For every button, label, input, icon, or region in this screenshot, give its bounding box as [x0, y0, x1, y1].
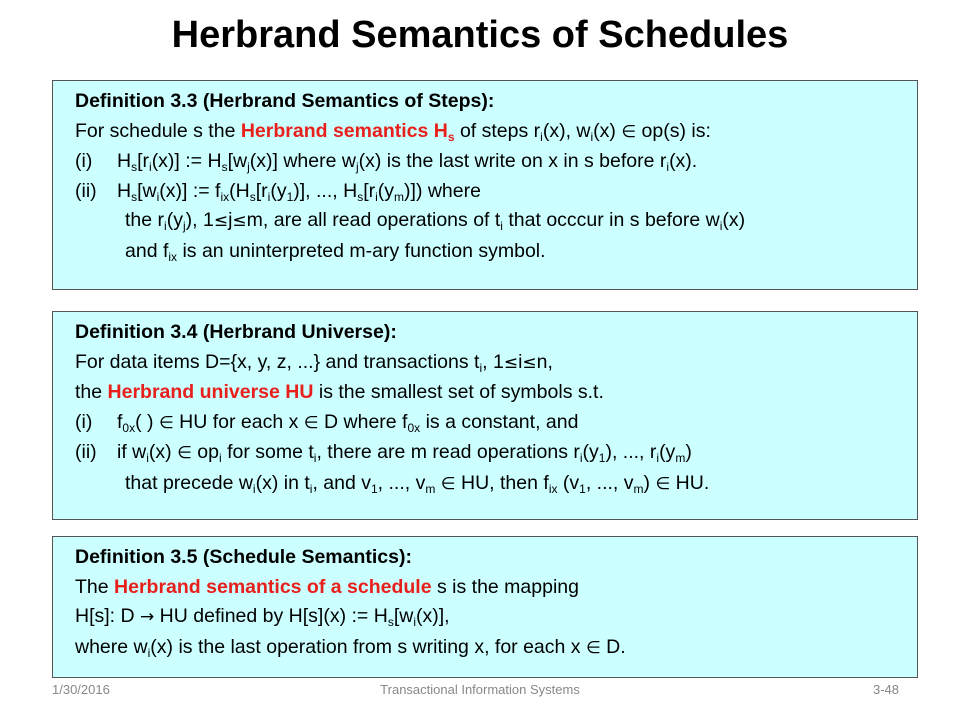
definition-3-3-item-i: (i) $H_s[r_i(x)]$ := $H_s[w_j(x)]$ where $w_j(x)$ is the last write on x in s before $r_i(x)$.: [75, 150, 698, 174]
definition-3-4-heading: Definition 3.4 (Herbrand Universe):: [75, 321, 397, 343]
definition-3-5-line-3: where $w_i(x)$ is the last operation from s writing x, for each x ∈ D.: [75, 635, 626, 660]
definition-3-5-box: [52, 536, 918, 678]
footer-course: Transactional Information Systems: [380, 682, 580, 697]
definition-3-4-item-i: (i) $f_{0x}$( ) ∈ HU for each x ∈ D where $f_{0x}$ is a constant, and: [75, 410, 579, 435]
definition-3-5-line-1: The Herbrand semantics of a schedule s is the mapping: [75, 575, 579, 598]
definition-3-5-heading: Definition 3.5 (Schedule Semantics):: [75, 546, 412, 568]
definition-3-4-cont: that precede $w_i(x)$ in $t_i$, and $v_1$, ..., $v_m$ ∈ HU, then $f_{ix}$ ($v_1$, ..., $v_m$) ∈ HU.: [125, 471, 710, 496]
footer-date: 1/30/2016: [52, 682, 110, 697]
definition-3-4-item-ii: (ii) if $w_i(x)$ ∈ $op_i$ for some $t_i$, there are m read operations $r_i(y_1)$, ..., $r_i(y_m)$: [75, 441, 692, 465]
definition-3-4-line-1: For data items D={x, y, z, ...} and transactions $t_i$, 1≤i≤n,: [75, 350, 553, 375]
definition-3-3-heading: Definition 3.3 (Herbrand Semantics of Steps):: [75, 90, 495, 112]
page-title: Herbrand Semantics of Schedules: [171, 14, 789, 56]
footer-page-number: 3-48: [873, 682, 900, 697]
definition-3-3-cont-2: and $f_{ix}$ is an uninterpreted m-ary function symbol.: [125, 239, 546, 264]
definition-3-5-line-2: H[s]: D → HU defined by H[s](x) := $H_s[w_i(x)]$,: [75, 605, 450, 629]
definition-3-3-item-ii: (ii) $H_s[w_i(x)]$ := $f_{ix}(H_s[r_i(y_1)]$, ..., $H_s[r_i(y_m)]$) where: [75, 179, 481, 204]
definition-3-3-cont-1: the $r_i(y_j)$, 1≤j≤m, are all read operations of $t_i$ that occcur in s before $w_i(x)$: [125, 209, 746, 233]
definition-3-4-box: [52, 311, 918, 520]
definition-3-4-line-2: the Herbrand universe HU is the smallest set of symbols s.t.: [75, 381, 604, 403]
definition-3-3-box: [52, 80, 918, 290]
definition-3-3-intro: For schedule s the Herbrand semantics $H_s$ of steps $r_i(x)$, $w_i(x)$ ∈ op(s) is:: [75, 119, 711, 144]
